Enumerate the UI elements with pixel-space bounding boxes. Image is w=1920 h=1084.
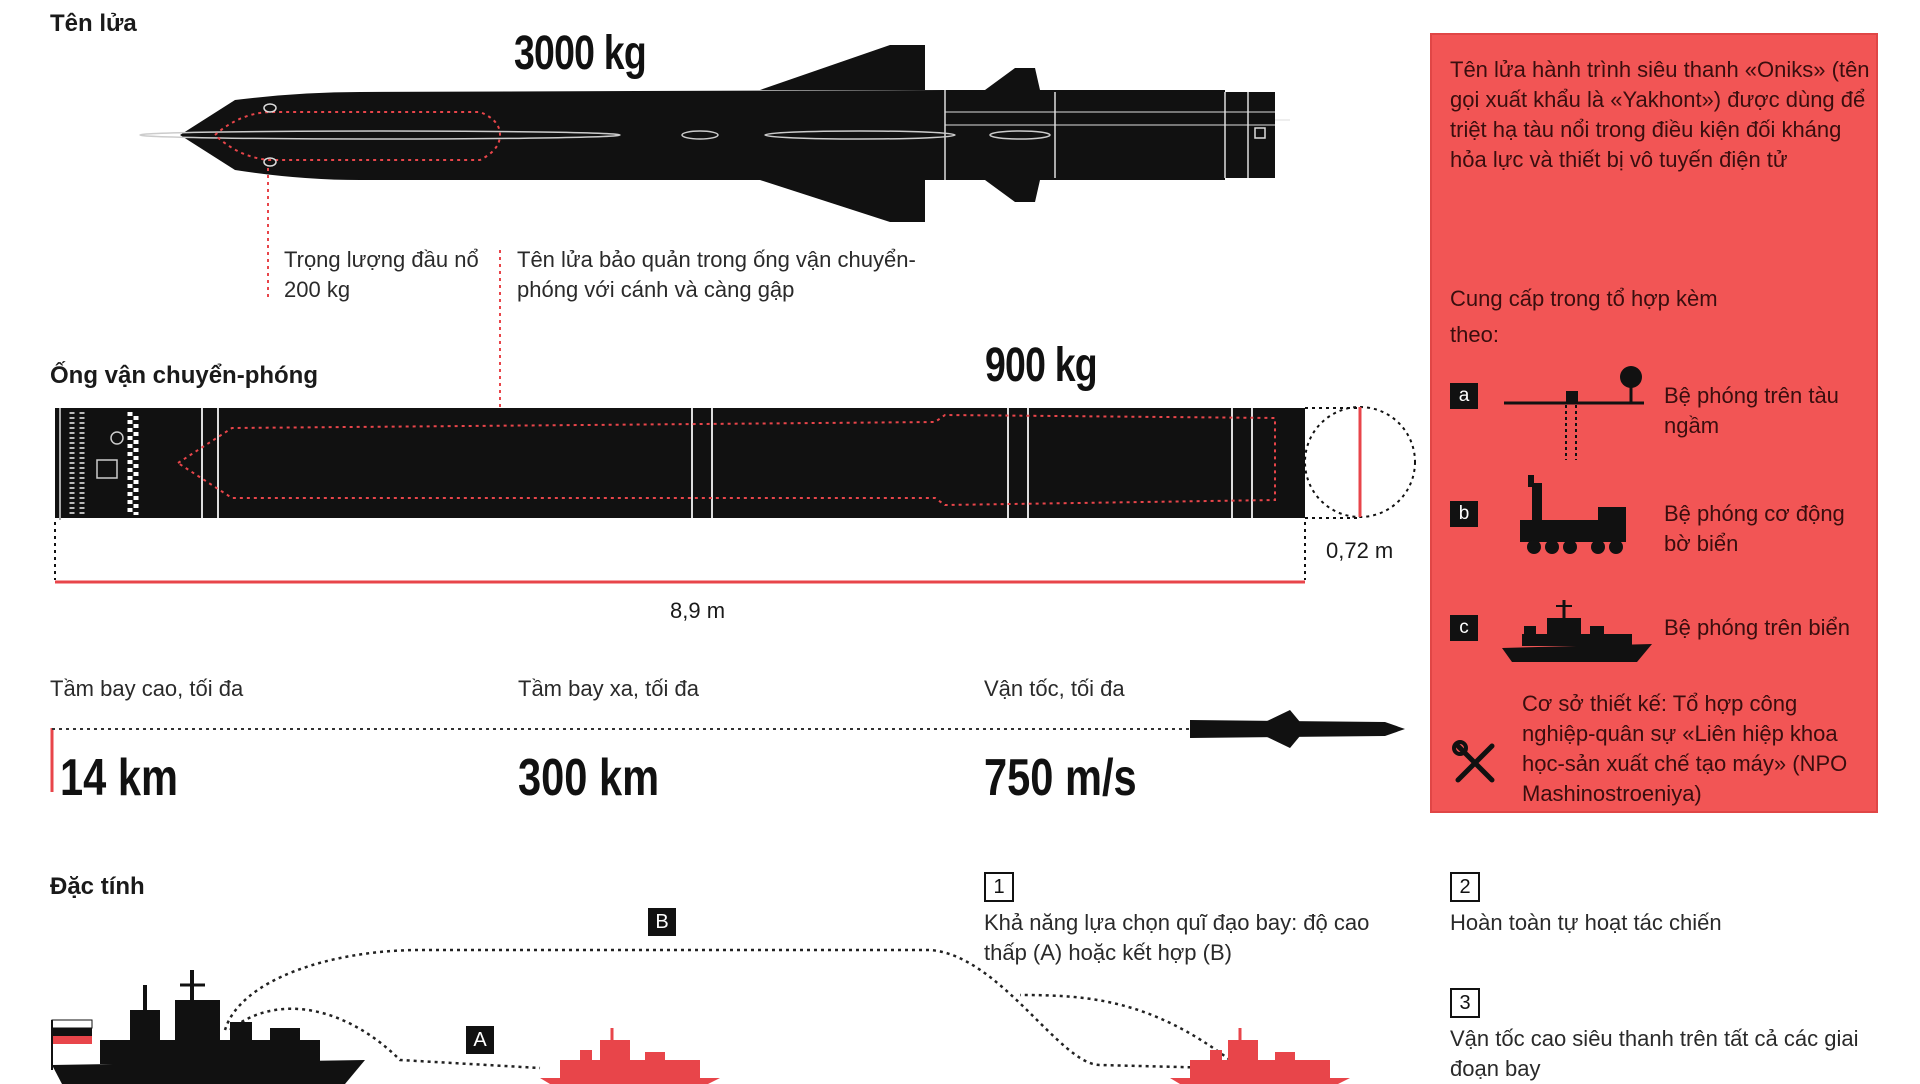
panel-designer: Cơ sở thiết kế: Tổ hợp công nghiệp-quân sự «Liên hiệp khoa học-sản xuất chế tạo máy» (NPO Mashinostroeniya) [1522, 691, 1848, 806]
canister-section-title: Ống vận chuyển-phóng [50, 362, 318, 389]
panel-intro: Tên lửa hành trình siêu thanh «Oniks» (tên gọi xuất khẩu là «Yakhont») được dùng để triệt hạ tàu nổi trong điều kiện đối kháng hỏa lực và thiết bị vô tuyến điện tử [1450, 57, 1870, 172]
russian-flag-icon [52, 1020, 92, 1070]
option-b-letter: b [1450, 501, 1478, 527]
tools-icon [1452, 740, 1498, 786]
storage-note: Tên lửa bảo quản trong ống vận chuyển-phóng với cánh và càng gập [517, 247, 916, 302]
option-c-text: Bệ phóng trên biển [1664, 615, 1850, 640]
info-panel [1430, 33, 1878, 813]
feature-2-text: Hoàn toàn tự hoạt tác chiến [1450, 910, 1722, 935]
spec-value-range: 300 km [518, 749, 660, 807]
spec-label-speed: Vận tốc, tối đa [984, 676, 1125, 701]
spec-value-altitude: 14 km [60, 749, 178, 807]
canister-length: 8,9 m [670, 598, 726, 623]
spec-value-speed: 750 m/s [984, 749, 1137, 807]
missile-mass: 3000 kg [514, 27, 646, 80]
option-a-text: Bệ phóng trên tàu ngầm [1664, 383, 1839, 438]
trajectory-a-tag: A [466, 1026, 494, 1054]
feature-1-text: Khả năng lựa chọn quĩ đạo bay: độ cao thấp (A) hoặc kết hợp (B) [984, 910, 1370, 965]
warhead-note: Trọng lượng đầu nổ 200 kg [284, 247, 479, 302]
canister-diameter: 0,72 m [1326, 538, 1394, 563]
feature-1-number: 1 [984, 872, 1014, 902]
option-a-letter: a [1450, 383, 1478, 409]
option-b-text: Bệ phóng cơ động bờ biển [1664, 501, 1845, 556]
trajectory-b-tag: B [648, 908, 676, 936]
feature-3-number: 3 [1450, 988, 1480, 1018]
target-ship-b-icon [1170, 1028, 1350, 1084]
features-section-title: Đặc tính [50, 873, 145, 900]
option-c-letter: c [1450, 615, 1478, 641]
coastal-launcher-truck-icon [1520, 475, 1630, 565]
canister-mass: 900 kg [985, 339, 1097, 392]
submarine-launcher-icon [1504, 365, 1654, 465]
target-ship-a-icon [540, 1028, 720, 1084]
own-warship-icon [52, 970, 365, 1084]
feature-2-number: 2 [1450, 872, 1480, 902]
spec-label-altitude: Tầm bay cao, tối đa [50, 676, 244, 701]
warship-launcher-icon [1502, 600, 1652, 665]
panel-supply-heading: Cung cấp trong tổ hợp kèm theo: [1450, 286, 1718, 347]
spec-label-range: Tầm bay xa, tối đa [518, 676, 699, 701]
missile-section-title: Tên lửa [50, 10, 137, 37]
feature-3-text: Vận tốc cao siêu thanh trên tất cả các giai đoạn bay [1450, 1026, 1859, 1081]
